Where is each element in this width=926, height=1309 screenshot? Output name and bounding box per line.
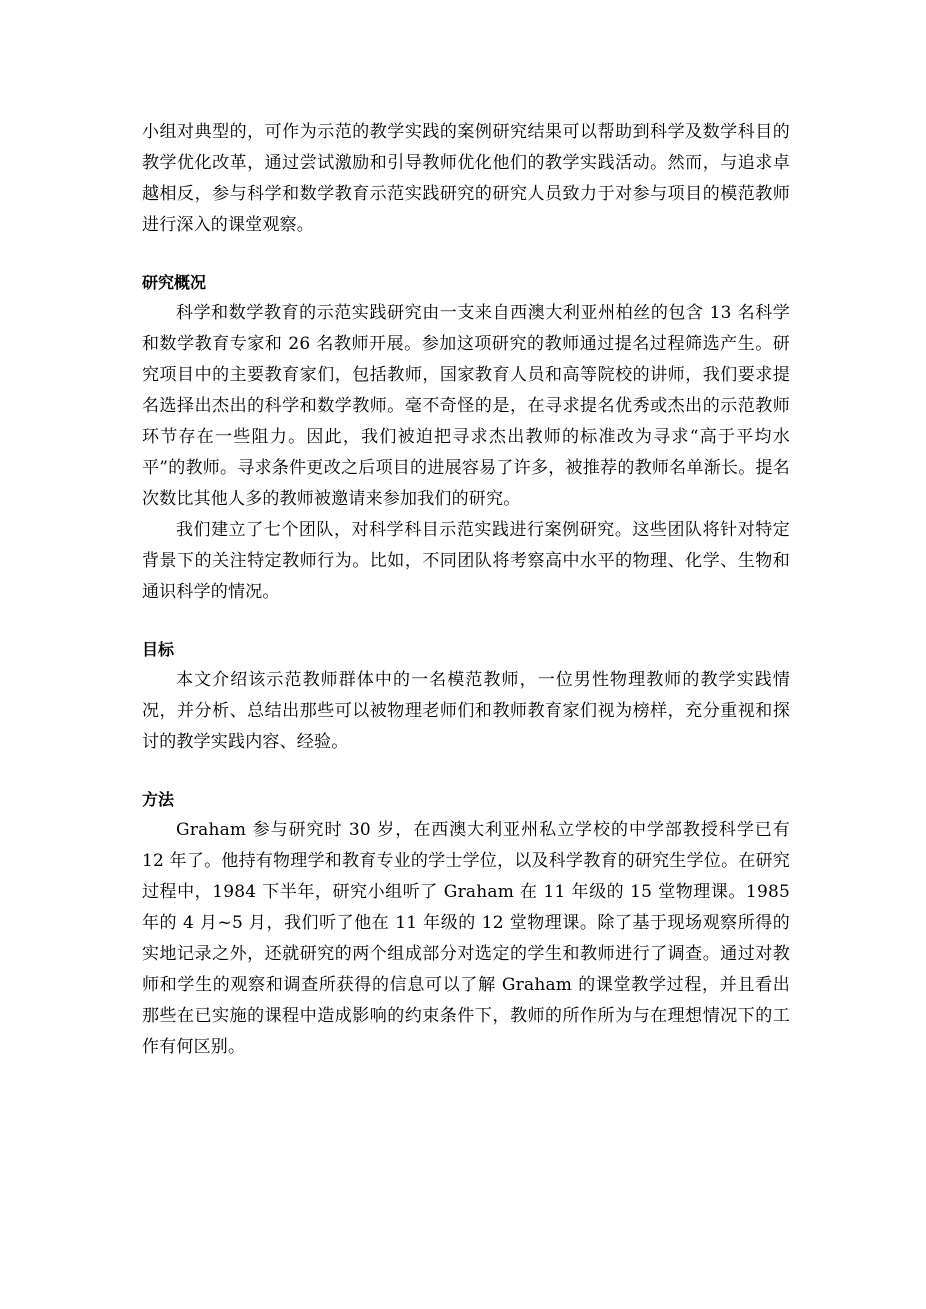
section-heading-overview: 研究概况 — [142, 273, 207, 292]
section-heading-method: 方法 — [142, 790, 175, 809]
section-heading-goal: 目标 — [142, 640, 175, 659]
intro-paragraph: 小组对典型的，可作为示范的教学实践的案例研究结果可以帮助到科学及数学科目的教学优化改革，通过尝试激励和引导教师优化他们的教学实践活动。然而，与追求卓越相反，参与科学和数学教育示范实践研究的研究人员致力于对参与项目的模范教师进行深入的课堂观察。 — [142, 122, 790, 235]
overview-paragraph-1: 科学和数学教育的示范实践研究由一支来自西澳大利亚州柏丝的包含 13 名科学和数学教育专家和 26 名教师开展。参加这项研究的教师通过提名过程筛选产生。研究项目中的主要教育家们，包括教师，国家教育人员和高等院校的讲师，我们要求提名选择出杰出的科学和数学教师。毫不奇怪的是，在寻求提名优秀或杰出的示范教师环节存在一些阻力。因此，我们被迫把寻求杰出教师的标准改为寻求“高于平均水平”的教师。寻求条件更改之后项目的进展容易了许多，被推荐的教师名单渐长。提名次数比其他人多的教师被邀请来参加我们的研究。 — [142, 303, 790, 509]
goal-paragraph-1: 本文介绍该示范教师群体中的一名模范教师，一位男性物理教师的教学实践情况，并分析、总结出那些可以被物理老师们和教师教育家们视为榜样，充分重视和探讨的教学实践内容、经验。 — [142, 670, 790, 752]
overview-paragraph-2: 我们建立了七个团队，对科学科目示范实践进行案例研究。这些团队将针对特定背景下的关注特定教师行为。比如，不同团队将考察高中水平的物理、化学、生物和通识科学的情况。 — [142, 520, 790, 602]
document-body — [142, 117, 790, 1063]
method-paragraph-1: Graham 参与研究时 30 岁，在西澳大利亚州私立学校的中学部教授科学已有 12 年了。他持有物理学和教育专业的学士学位，以及科学教育的研究生学位。在研究过程中，1984 下半年，研究小组听了 Graham 在 11 年级的 15 堂物理课。1985 年的 4 月~5 月，我们听了他在 11 年级的 12 堂物理课。除了基于现场观察所得的实地记录之外，还就研究的两个组成部分对选定的学生和教师进行了调查。通过对教师和学生的观察和调查所获得的信息可以了解 Graham 的课堂教学过程，并且看出那些在已实施的课程中造成影响的约束条件下，教师的所作所为与在理想情况下的工作有何区别。 — [142, 820, 790, 1057]
